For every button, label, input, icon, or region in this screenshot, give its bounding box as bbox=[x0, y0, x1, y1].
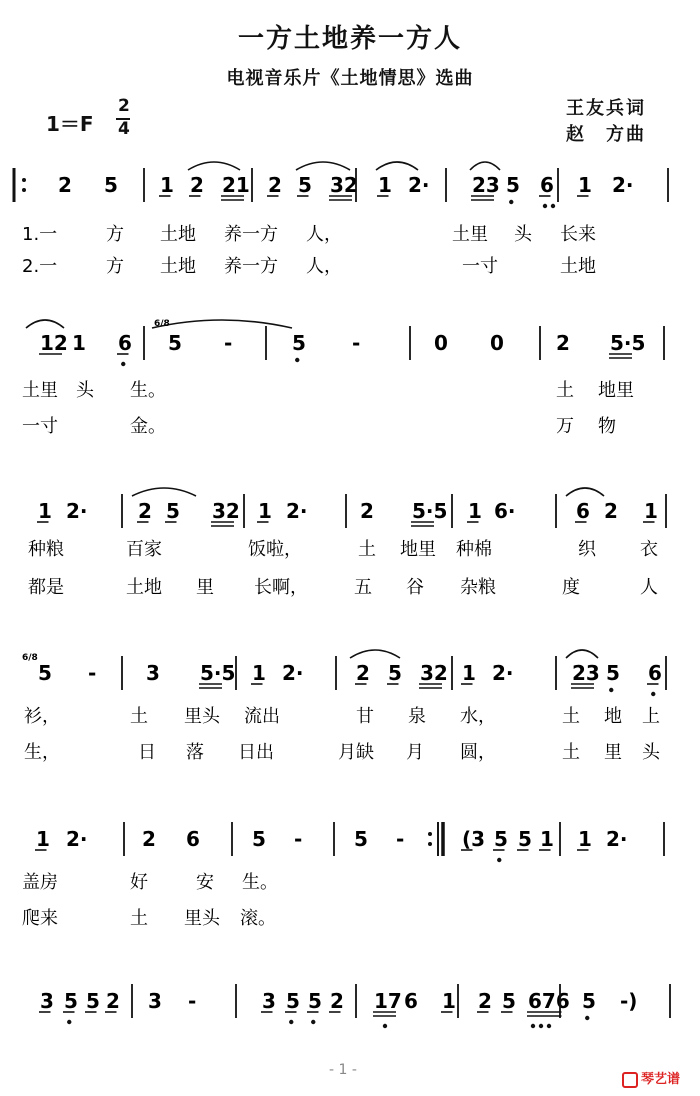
lyric-word: 地 bbox=[604, 706, 622, 727]
watermark-text: 琴艺谱 bbox=[641, 1072, 681, 1087]
note: 2 bbox=[556, 331, 570, 355]
note: 23 bbox=[472, 173, 500, 197]
slur bbox=[132, 488, 196, 496]
lyric-word: 金。 bbox=[130, 416, 166, 437]
note: - bbox=[88, 661, 97, 685]
lyric-word: 衣 bbox=[640, 539, 658, 560]
note: 5 bbox=[494, 827, 508, 851]
note: 2 bbox=[268, 173, 282, 197]
note: 1 bbox=[462, 661, 476, 685]
repeat-dot bbox=[428, 842, 432, 846]
lyric-word: 水， bbox=[460, 706, 496, 727]
lyric-word: 月缺 bbox=[338, 742, 374, 763]
note: 3 bbox=[148, 989, 162, 1013]
octave-dot bbox=[121, 362, 125, 366]
slur bbox=[296, 162, 350, 170]
note: 32 bbox=[330, 173, 358, 197]
lyric-word: 土 bbox=[562, 706, 580, 727]
note: 12 bbox=[40, 331, 68, 355]
note: 2 bbox=[356, 661, 370, 685]
lyric-word: 安 bbox=[196, 872, 214, 893]
note: 5 bbox=[104, 173, 118, 197]
lyric-word: 圆， bbox=[460, 742, 496, 763]
lyric-word: 地里 bbox=[598, 380, 634, 401]
repeat-dot bbox=[428, 832, 432, 836]
octave-dot bbox=[539, 1024, 543, 1028]
lyric-word: 流出 bbox=[244, 706, 280, 727]
time-signature-top: 2 bbox=[118, 96, 130, 116]
octave-dot bbox=[497, 858, 501, 862]
octave-dot bbox=[547, 1024, 551, 1028]
note: 2 bbox=[190, 173, 204, 197]
lyric-word: 土 bbox=[130, 706, 148, 727]
note: 5 bbox=[166, 499, 180, 523]
lyric-word: 土里 bbox=[22, 380, 58, 401]
note: 1 bbox=[644, 499, 658, 523]
note: 2 bbox=[360, 499, 374, 523]
note: 2· bbox=[286, 499, 308, 523]
lyricist-credit: 王友兵词 bbox=[566, 98, 646, 119]
lyric-word: 土 bbox=[562, 742, 580, 763]
note: 6 bbox=[118, 331, 132, 355]
note: 32 bbox=[212, 499, 240, 523]
lyric-word: 2.一 bbox=[22, 256, 58, 277]
note: 1 bbox=[468, 499, 482, 523]
note: 3 bbox=[146, 661, 160, 685]
note: 5 bbox=[86, 989, 100, 1013]
note: 5 bbox=[64, 989, 78, 1013]
note: - bbox=[294, 827, 303, 851]
note: - bbox=[188, 989, 197, 1013]
note: 5·5 bbox=[610, 331, 646, 355]
lyric-word: 物 bbox=[598, 416, 616, 437]
note: 5 bbox=[388, 661, 402, 685]
note: 2· bbox=[66, 827, 88, 851]
octave-dot bbox=[383, 1024, 387, 1028]
lyric-word: 土 bbox=[556, 380, 574, 401]
slur bbox=[26, 320, 64, 328]
lyric-word: 土地 bbox=[126, 577, 162, 598]
lyric-word: 地里 bbox=[400, 539, 436, 560]
note: 2 bbox=[604, 499, 618, 523]
note: 2 bbox=[138, 499, 152, 523]
note: 676 bbox=[528, 989, 570, 1013]
octave-dot bbox=[609, 688, 613, 692]
octave-dot bbox=[509, 200, 513, 204]
lyric-word: 土 bbox=[130, 908, 148, 929]
octave-dot bbox=[585, 1016, 589, 1020]
note: 5 bbox=[582, 989, 596, 1013]
lyric-word: 土地 bbox=[160, 256, 196, 277]
lyric-word: 1.一 bbox=[22, 224, 58, 245]
lyric-word: 里 bbox=[196, 577, 214, 598]
lyric-word: 里 bbox=[604, 742, 622, 763]
note: 17 bbox=[374, 989, 402, 1013]
note: - bbox=[352, 331, 361, 355]
octave-dot bbox=[289, 1020, 293, 1024]
note: (3 bbox=[462, 827, 486, 851]
note: 1 bbox=[252, 661, 266, 685]
note: - bbox=[224, 331, 233, 355]
note: 6 bbox=[404, 989, 418, 1013]
lyric-word: 五 bbox=[354, 577, 372, 598]
note: 2 bbox=[142, 827, 156, 851]
note: 5 bbox=[168, 331, 182, 355]
lyric-word: 饭啦， bbox=[248, 539, 302, 560]
lyric-word: 方 bbox=[106, 224, 124, 245]
lyric-word: 度 bbox=[562, 577, 580, 598]
note: 5 bbox=[298, 173, 312, 197]
note: 5 bbox=[506, 173, 520, 197]
slur bbox=[470, 162, 500, 170]
slur bbox=[566, 488, 604, 496]
lyric-word: 种棉 bbox=[456, 539, 492, 560]
page-number: - 1 - bbox=[329, 1062, 357, 1078]
note: 0 bbox=[434, 331, 448, 355]
note: 1 bbox=[72, 331, 86, 355]
slur bbox=[350, 650, 400, 658]
logo-icon bbox=[622, 1072, 638, 1088]
lyric-word: 人 bbox=[640, 577, 658, 598]
slur bbox=[376, 162, 418, 170]
lyric-word: 谷 bbox=[406, 577, 424, 598]
lyric-word: 养一方 bbox=[224, 224, 278, 245]
note: 5 bbox=[292, 331, 306, 355]
note: 5 bbox=[606, 661, 620, 685]
lyric-word: 里头 bbox=[184, 706, 220, 727]
fermata-mark: 6/8 bbox=[154, 319, 170, 329]
note: 2· bbox=[612, 173, 634, 197]
lyric-word: 土地 bbox=[560, 256, 596, 277]
time-signature-bottom: 4 bbox=[118, 119, 130, 139]
lyric-word: 头 bbox=[514, 224, 532, 245]
lyric-word: 滚。 bbox=[240, 908, 276, 929]
note: 6· bbox=[494, 499, 516, 523]
lyric-word: 长来 bbox=[560, 224, 596, 245]
slur bbox=[152, 320, 292, 328]
lyric-word: 养一方 bbox=[224, 256, 278, 277]
octave-dot bbox=[551, 204, 555, 208]
lyric-word: 头 bbox=[642, 742, 660, 763]
lyric-word: 一寸 bbox=[22, 416, 58, 437]
lyric-word: 生， bbox=[24, 742, 60, 763]
note: 2 bbox=[478, 989, 492, 1013]
lyric-word: 爬来 bbox=[22, 908, 58, 929]
lyric-word: 土地 bbox=[160, 224, 196, 245]
lyric-word: 百家 bbox=[126, 539, 162, 560]
lyric-word: 里头 bbox=[184, 908, 220, 929]
note: 2· bbox=[606, 827, 628, 851]
note: 23 bbox=[572, 661, 600, 685]
note: 2 bbox=[58, 173, 72, 197]
note: 5 bbox=[252, 827, 266, 851]
note: 5·5 bbox=[200, 661, 236, 685]
note: 21 bbox=[222, 173, 250, 197]
slur bbox=[188, 162, 240, 170]
repeat-dot bbox=[22, 178, 26, 182]
note: 5 bbox=[518, 827, 532, 851]
note: 2· bbox=[408, 173, 430, 197]
note: 6 bbox=[576, 499, 590, 523]
note: 0 bbox=[490, 331, 504, 355]
note: 6 bbox=[648, 661, 662, 685]
note: 5 bbox=[354, 827, 368, 851]
note: 32 bbox=[420, 661, 448, 685]
note: 1 bbox=[540, 827, 554, 851]
note: - bbox=[396, 827, 405, 851]
octave-dot bbox=[543, 204, 547, 208]
lyric-word: 生。 bbox=[130, 380, 166, 401]
lyric-word: 杂粮 bbox=[460, 577, 496, 598]
note: 1 bbox=[442, 989, 456, 1013]
lyric-word: 月 bbox=[406, 742, 424, 763]
lyric-word: 日出 bbox=[238, 742, 274, 763]
octave-dot bbox=[311, 1020, 315, 1024]
lyric-word: 好 bbox=[130, 872, 148, 893]
lyric-word: 土 bbox=[358, 539, 376, 560]
note: 1 bbox=[578, 827, 592, 851]
lyric-word: 生。 bbox=[242, 872, 278, 893]
note: 5 bbox=[308, 989, 322, 1013]
note: 1 bbox=[258, 499, 272, 523]
note: 2· bbox=[492, 661, 514, 685]
note: 5 bbox=[502, 989, 516, 1013]
lyric-word: 泉 bbox=[408, 706, 426, 727]
octave-dot bbox=[295, 358, 299, 362]
note: 6 bbox=[540, 173, 554, 197]
composer-credit: 赵 方曲 bbox=[566, 124, 646, 145]
slur bbox=[566, 650, 598, 658]
note: 6 bbox=[186, 827, 200, 851]
lyric-word: 头 bbox=[76, 380, 94, 401]
song-title: 一方土地养一方人 bbox=[237, 24, 462, 54]
note: -) bbox=[620, 989, 638, 1013]
lyric-word: 土里 bbox=[452, 224, 488, 245]
note: 1 bbox=[38, 499, 52, 523]
lyric-word: 日 bbox=[138, 742, 156, 763]
note: 1 bbox=[160, 173, 174, 197]
note: 5 bbox=[286, 989, 300, 1013]
octave-dot bbox=[651, 692, 655, 696]
lyric-word: 都是 bbox=[28, 577, 64, 598]
note: 3 bbox=[262, 989, 276, 1013]
octave-dot bbox=[531, 1024, 535, 1028]
note: 2 bbox=[330, 989, 344, 1013]
note: 5 bbox=[38, 661, 52, 685]
song-subtitle: 电视音乐片《土地情思》选曲 bbox=[226, 68, 474, 89]
note: 2· bbox=[282, 661, 304, 685]
note: 2 bbox=[106, 989, 120, 1013]
watermark-logo bbox=[622, 1068, 680, 1088]
octave-dot bbox=[67, 1020, 71, 1024]
lyric-word: 盖房 bbox=[22, 872, 58, 893]
lyric-word: 长啊， bbox=[254, 577, 308, 598]
lyric-word: 上 bbox=[642, 706, 660, 727]
key-signature: 1＝F bbox=[46, 112, 94, 136]
lyric-word: 织 bbox=[578, 539, 596, 560]
repeat-dot bbox=[22, 188, 26, 192]
note: 1 bbox=[578, 173, 592, 197]
note: 2· bbox=[66, 499, 88, 523]
fermata-mark: 6/8 bbox=[22, 653, 38, 663]
note: 3 bbox=[40, 989, 54, 1013]
note: 1 bbox=[378, 173, 392, 197]
lyric-word: 落 bbox=[186, 742, 204, 763]
note: 5·5 bbox=[412, 499, 448, 523]
note: 1 bbox=[36, 827, 50, 851]
lyric-word: 万 bbox=[556, 416, 574, 437]
lyric-word: 甘 bbox=[356, 706, 374, 727]
lyric-word: 衫， bbox=[24, 706, 60, 727]
lyric-word: 人， bbox=[306, 224, 342, 245]
lyric-word: 方 bbox=[106, 256, 124, 277]
lyric-word: 种粮 bbox=[28, 539, 64, 560]
lyric-word: 人， bbox=[306, 256, 342, 277]
lyric-word: 一寸 bbox=[462, 256, 498, 277]
